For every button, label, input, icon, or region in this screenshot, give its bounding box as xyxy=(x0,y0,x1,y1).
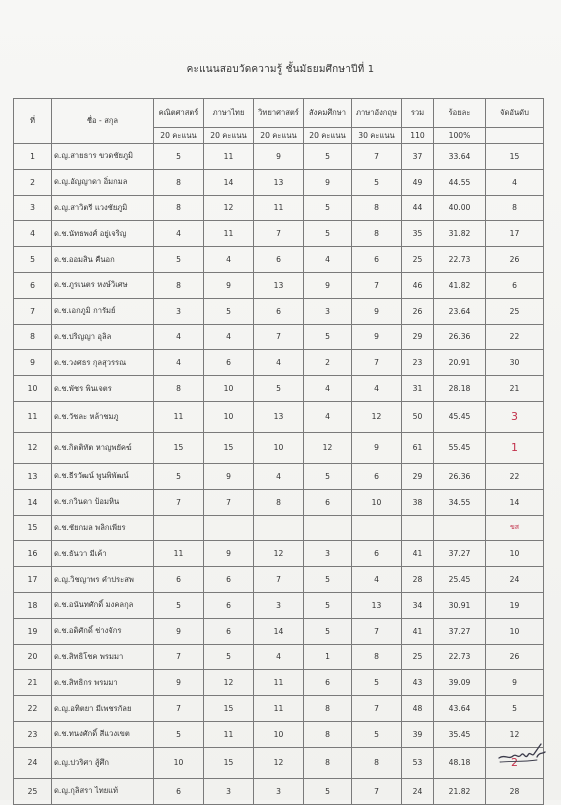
cell-name: ด.ญ.ปวริศา สู้ศึก xyxy=(52,747,154,778)
cell-name: ด.ญ.วิชญาพร คำประสพ xyxy=(52,567,154,593)
cell-rank: 26 xyxy=(486,247,544,273)
cell-name: ด.ช.วงศธร กุลสุวรรณ xyxy=(52,350,154,376)
cell-math: 6 xyxy=(154,778,204,804)
cell-math: 7 xyxy=(154,644,204,670)
header-math: คณิตศาสตร์ xyxy=(154,99,204,128)
cell-percent: 25.45 xyxy=(434,567,486,593)
subheader-total: 110 xyxy=(402,128,434,144)
cell-science: 4 xyxy=(254,644,304,670)
cell-social: 5 xyxy=(304,221,352,247)
cell-name: ด.ช.อดิศักดิ์ ช่างจักร xyxy=(52,618,154,644)
table-row xyxy=(14,298,544,324)
cell-percent: 20.91 xyxy=(434,350,486,376)
cell-english: 9 xyxy=(352,298,402,324)
cell-no: 18 xyxy=(14,592,52,618)
cell-science xyxy=(254,515,304,541)
cell-science: 7 xyxy=(254,567,304,593)
cell-thai: 10 xyxy=(204,376,254,402)
header-name: ชื่อ - สกุล xyxy=(52,99,154,144)
cell-total: 23 xyxy=(402,350,434,376)
cell-thai: 9 xyxy=(204,272,254,298)
cell-thai: 6 xyxy=(204,350,254,376)
cell-no: 10 xyxy=(14,376,52,402)
cell-total: 38 xyxy=(402,489,434,515)
cell-name: ด.ช.ชัยกมล พลิกเพียร xyxy=(52,515,154,541)
cell-math: 8 xyxy=(154,272,204,298)
cell-science: 4 xyxy=(254,463,304,489)
cell-math: 9 xyxy=(154,618,204,644)
cell-name: ด.ญ.สายธาร ขวดชัยภูมิ xyxy=(52,144,154,170)
page-title: คะแนนสอบวัดความรู้ ชั้นมัธยมศึกษาปีที่ 1 xyxy=(186,64,375,75)
cell-total: 31 xyxy=(402,376,434,402)
cell-social: 3 xyxy=(304,298,352,324)
cell-name: ด.ช.นัทธพงศ์ อยู่เจริญ xyxy=(52,221,154,247)
cell-math: 11 xyxy=(154,401,204,432)
cell-no: 22 xyxy=(14,696,52,722)
cell-rank: 2 xyxy=(486,747,544,778)
cell-name: ด.ช.ภูรเนตร หงษ์วิเศษ xyxy=(52,272,154,298)
cell-total: 41 xyxy=(402,618,434,644)
table-row xyxy=(14,169,544,195)
cell-rank: 4 xyxy=(486,169,544,195)
cell-no: 1 xyxy=(14,144,52,170)
cell-total: 39 xyxy=(402,721,434,747)
cell-math: 11 xyxy=(154,541,204,567)
cell-science: 13 xyxy=(254,401,304,432)
cell-thai: 7 xyxy=(204,489,254,515)
cell-social: 5 xyxy=(304,592,352,618)
cell-science: 12 xyxy=(254,541,304,567)
header-row xyxy=(14,99,544,128)
cell-math: 7 xyxy=(154,489,204,515)
cell-rank: 10 xyxy=(486,618,544,644)
cell-name: ด.ช.ออมสิน คืนอก xyxy=(52,247,154,273)
cell-percent: 33.64 xyxy=(434,144,486,170)
cell-rank: 10 xyxy=(486,541,544,567)
cell-math: 9 xyxy=(154,670,204,696)
cell-science: 6 xyxy=(254,298,304,324)
cell-thai: 15 xyxy=(204,747,254,778)
cell-rank: ขส xyxy=(486,515,544,541)
cell-math: 15 xyxy=(154,432,204,463)
cell-no: 24 xyxy=(14,747,52,778)
subheader-english: 30 คะแนน xyxy=(352,128,402,144)
cell-rank: 9 xyxy=(486,670,544,696)
cell-thai: 11 xyxy=(204,144,254,170)
table-row xyxy=(14,489,544,515)
cell-math: 4 xyxy=(154,324,204,350)
cell-science: 11 xyxy=(254,696,304,722)
cell-total: 46 xyxy=(402,272,434,298)
cell-percent: 26.36 xyxy=(434,463,486,489)
cell-percent xyxy=(434,515,486,541)
cell-rank: 19 xyxy=(486,592,544,618)
cell-english: 5 xyxy=(352,721,402,747)
cell-no: 19 xyxy=(14,618,52,644)
cell-total: 25 xyxy=(402,247,434,273)
cell-rank: 6 xyxy=(486,272,544,298)
cell-social: 5 xyxy=(304,324,352,350)
cell-math: 6 xyxy=(154,567,204,593)
cell-thai: 4 xyxy=(204,324,254,350)
cell-math: 10 xyxy=(154,747,204,778)
cell-percent: 23.64 xyxy=(434,298,486,324)
cell-english: 5 xyxy=(352,670,402,696)
cell-total: 43 xyxy=(402,670,434,696)
cell-english: 4 xyxy=(352,567,402,593)
cell-no: 7 xyxy=(14,298,52,324)
cell-social: 8 xyxy=(304,747,352,778)
cell-percent: 44.55 xyxy=(434,169,486,195)
cell-social: 3 xyxy=(304,541,352,567)
cell-math: 5 xyxy=(154,592,204,618)
cell-social: 12 xyxy=(304,432,352,463)
cell-no: 17 xyxy=(14,567,52,593)
score-table xyxy=(13,98,544,805)
table-row xyxy=(14,778,544,804)
cell-percent: 22.73 xyxy=(434,247,486,273)
header-social: สังคมศึกษา xyxy=(304,99,352,128)
cell-name: ด.ญ.อัญญาดา อิ่มกมล xyxy=(52,169,154,195)
cell-rank: 14 xyxy=(486,489,544,515)
table-row xyxy=(14,515,544,541)
cell-thai: 9 xyxy=(204,541,254,567)
table-row xyxy=(14,721,544,747)
table-row xyxy=(14,432,544,463)
cell-total xyxy=(402,515,434,541)
cell-name: ด.ช.สิทธิกร พรมมา xyxy=(52,670,154,696)
cell-social: 8 xyxy=(304,721,352,747)
cell-science: 3 xyxy=(254,778,304,804)
cell-thai: 15 xyxy=(204,696,254,722)
cell-social xyxy=(304,515,352,541)
cell-rank: 5 xyxy=(486,696,544,722)
cell-name: ด.ช.พัชร พินเจตร xyxy=(52,376,154,402)
cell-name: ด.ช.ธีรวัฒน์ พูนพิพัฒน์ xyxy=(52,463,154,489)
cell-english: 6 xyxy=(352,541,402,567)
cell-thai: 12 xyxy=(204,670,254,696)
cell-english xyxy=(352,515,402,541)
cell-math: 8 xyxy=(154,376,204,402)
cell-math: 5 xyxy=(154,721,204,747)
cell-rank: 22 xyxy=(486,463,544,489)
cell-thai: 5 xyxy=(204,644,254,670)
cell-no: 15 xyxy=(14,515,52,541)
table-row xyxy=(14,592,544,618)
cell-rank: 17 xyxy=(486,221,544,247)
cell-thai: 5 xyxy=(204,298,254,324)
cell-social: 4 xyxy=(304,247,352,273)
header-science: วิทยาศาสตร์ xyxy=(254,99,304,128)
cell-no: 5 xyxy=(14,247,52,273)
cell-percent: 45.45 xyxy=(434,401,486,432)
subheader-social: 20 คะแนน xyxy=(304,128,352,144)
cell-percent: 40.00 xyxy=(434,195,486,221)
cell-rank: 15 xyxy=(486,144,544,170)
cell-rank: 21 xyxy=(486,376,544,402)
cell-percent: 35.45 xyxy=(434,721,486,747)
cell-no: 21 xyxy=(14,670,52,696)
table-row xyxy=(14,221,544,247)
cell-science: 6 xyxy=(254,247,304,273)
cell-science: 14 xyxy=(254,618,304,644)
table-row xyxy=(14,247,544,273)
header-no: ที่ xyxy=(14,99,52,144)
cell-thai: 4 xyxy=(204,247,254,273)
table-row xyxy=(14,144,544,170)
cell-total: 50 xyxy=(402,401,434,432)
cell-percent: 43.64 xyxy=(434,696,486,722)
cell-percent: 37.27 xyxy=(434,618,486,644)
cell-english: 6 xyxy=(352,247,402,273)
cell-science: 11 xyxy=(254,670,304,696)
cell-rank: 25 xyxy=(486,298,544,324)
cell-percent: 21.82 xyxy=(434,778,486,804)
cell-thai: 12 xyxy=(204,195,254,221)
cell-rank: 8 xyxy=(486,195,544,221)
cell-percent: 26.36 xyxy=(434,324,486,350)
cell-social: 5 xyxy=(304,618,352,644)
cell-rank: 30 xyxy=(486,350,544,376)
cell-english: 7 xyxy=(352,778,402,804)
cell-rank: 24 xyxy=(486,567,544,593)
table-row xyxy=(14,401,544,432)
cell-name: ด.ช.กวินดา ป้อมหิน xyxy=(52,489,154,515)
cell-thai: 3 xyxy=(204,778,254,804)
subheader-percent: 100% xyxy=(434,128,486,144)
cell-no: 14 xyxy=(14,489,52,515)
subheader-science: 20 คะแนน xyxy=(254,128,304,144)
cell-social: 5 xyxy=(304,195,352,221)
cell-science: 13 xyxy=(254,272,304,298)
header-english: ภาษาอังกฤษ xyxy=(352,99,402,128)
cell-math: 4 xyxy=(154,350,204,376)
cell-english: 6 xyxy=(352,463,402,489)
cell-social: 6 xyxy=(304,489,352,515)
cell-social: 9 xyxy=(304,169,352,195)
cell-total: 26 xyxy=(402,298,434,324)
cell-total: 24 xyxy=(402,778,434,804)
cell-total: 28 xyxy=(402,567,434,593)
cell-thai: 11 xyxy=(204,221,254,247)
cell-total: 49 xyxy=(402,169,434,195)
cell-math: 8 xyxy=(154,169,204,195)
cell-name: ด.ช.เอกภูมิ การัมย์ xyxy=(52,298,154,324)
cell-science: 5 xyxy=(254,376,304,402)
cell-thai: 6 xyxy=(204,592,254,618)
cell-thai: 9 xyxy=(204,463,254,489)
score-table-body xyxy=(14,144,544,805)
subheader-thai: 20 คะแนน xyxy=(204,128,254,144)
cell-no: 8 xyxy=(14,324,52,350)
table-row xyxy=(14,567,544,593)
subheader-rank xyxy=(486,128,544,144)
cell-math: 5 xyxy=(154,247,204,273)
cell-name: ด.ญ.สาวิตรี แวงชัยภูมิ xyxy=(52,195,154,221)
table-row xyxy=(14,670,544,696)
cell-social: 4 xyxy=(304,401,352,432)
cell-english: 7 xyxy=(352,272,402,298)
cell-social: 4 xyxy=(304,376,352,402)
cell-name: ด.ช.ทนงศักดิ์ สีแวงเขต xyxy=(52,721,154,747)
cell-science: 11 xyxy=(254,195,304,221)
cell-math xyxy=(154,515,204,541)
cell-english: 12 xyxy=(352,401,402,432)
cell-total: 29 xyxy=(402,324,434,350)
cell-total: 41 xyxy=(402,541,434,567)
cell-english: 8 xyxy=(352,195,402,221)
cell-english: 9 xyxy=(352,324,402,350)
cell-science: 12 xyxy=(254,747,304,778)
cell-science: 7 xyxy=(254,221,304,247)
cell-name: ด.ช.ธันวา มีเค้า xyxy=(52,541,154,567)
cell-no: 20 xyxy=(14,644,52,670)
cell-math: 3 xyxy=(154,298,204,324)
cell-no: 23 xyxy=(14,721,52,747)
cell-name: ด.ช.กิตติทัต หาญพยัคฆ์ xyxy=(52,432,154,463)
cell-thai: 14 xyxy=(204,169,254,195)
cell-english: 4 xyxy=(352,376,402,402)
cell-total: 53 xyxy=(402,747,434,778)
signature-mark xyxy=(497,740,547,766)
header-total: รวม xyxy=(402,99,434,128)
cell-science: 10 xyxy=(254,721,304,747)
cell-no: 9 xyxy=(14,350,52,376)
header-percent: ร้อยละ xyxy=(434,99,486,128)
table-row xyxy=(14,644,544,670)
cell-english: 8 xyxy=(352,747,402,778)
cell-science: 13 xyxy=(254,169,304,195)
cell-percent: 31.82 xyxy=(434,221,486,247)
subheader-math: 20 คะแนน xyxy=(154,128,204,144)
cell-name: ด.ช.สิทธิโชค พรมมา xyxy=(52,644,154,670)
cell-math: 5 xyxy=(154,463,204,489)
cell-science: 8 xyxy=(254,489,304,515)
table-row xyxy=(14,324,544,350)
cell-science: 3 xyxy=(254,592,304,618)
table-row xyxy=(14,195,544,221)
cell-english: 7 xyxy=(352,144,402,170)
cell-social: 8 xyxy=(304,696,352,722)
cell-math: 8 xyxy=(154,195,204,221)
cell-total: 44 xyxy=(402,195,434,221)
cell-english: 8 xyxy=(352,644,402,670)
cell-no: 25 xyxy=(14,778,52,804)
cell-english: 8 xyxy=(352,221,402,247)
table-row xyxy=(14,376,544,402)
cell-rank: 26 xyxy=(486,644,544,670)
cell-total: 25 xyxy=(402,644,434,670)
cell-total: 35 xyxy=(402,221,434,247)
cell-social: 9 xyxy=(304,272,352,298)
cell-total: 34 xyxy=(402,592,434,618)
cell-rank: 3 xyxy=(486,401,544,432)
header-rank: จัดอันดับ xyxy=(486,99,544,128)
cell-total: 48 xyxy=(402,696,434,722)
cell-math: 5 xyxy=(154,144,204,170)
cell-percent: 34.55 xyxy=(434,489,486,515)
cell-math: 4 xyxy=(154,221,204,247)
cell-thai: 15 xyxy=(204,432,254,463)
cell-no: 6 xyxy=(14,272,52,298)
cell-no: 12 xyxy=(14,432,52,463)
cell-english: 7 xyxy=(352,618,402,644)
table-row xyxy=(14,541,544,567)
cell-social: 5 xyxy=(304,463,352,489)
cell-rank: 22 xyxy=(486,324,544,350)
cell-science: 4 xyxy=(254,350,304,376)
cell-science: 7 xyxy=(254,324,304,350)
cell-percent: 48.18 xyxy=(434,747,486,778)
cell-thai: 6 xyxy=(204,618,254,644)
cell-total: 37 xyxy=(402,144,434,170)
cell-thai xyxy=(204,515,254,541)
cell-thai: 10 xyxy=(204,401,254,432)
cell-percent: 30.91 xyxy=(434,592,486,618)
cell-social: 2 xyxy=(304,350,352,376)
cell-percent: 41.82 xyxy=(434,272,486,298)
cell-percent: 22.73 xyxy=(434,644,486,670)
cell-social: 5 xyxy=(304,778,352,804)
table-row xyxy=(14,618,544,644)
cell-english: 7 xyxy=(352,696,402,722)
cell-percent: 37.27 xyxy=(434,541,486,567)
cell-name: ด.ช.ปริญญา อุลิล xyxy=(52,324,154,350)
cell-percent: 28.18 xyxy=(434,376,486,402)
cell-name: ด.ช.วัชละ หล้าชมภู xyxy=(52,401,154,432)
cell-thai: 6 xyxy=(204,567,254,593)
cell-social: 1 xyxy=(304,644,352,670)
cell-no: 2 xyxy=(14,169,52,195)
cell-social: 5 xyxy=(304,567,352,593)
cell-no: 13 xyxy=(14,463,52,489)
cell-science: 9 xyxy=(254,144,304,170)
cell-name: ด.ญ.อทิตยา มีเพชรกัลย xyxy=(52,696,154,722)
table-row xyxy=(14,350,544,376)
cell-rank: 1 xyxy=(486,432,544,463)
cell-english: 13 xyxy=(352,592,402,618)
header-thai: ภาษาไทย xyxy=(204,99,254,128)
cell-social: 6 xyxy=(304,670,352,696)
cell-thai: 11 xyxy=(204,721,254,747)
table-row xyxy=(14,272,544,298)
cell-total: 29 xyxy=(402,463,434,489)
cell-rank: 28 xyxy=(486,778,544,804)
cell-social: 5 xyxy=(304,144,352,170)
cell-percent: 39.09 xyxy=(434,670,486,696)
cell-no: 4 xyxy=(14,221,52,247)
cell-english: 7 xyxy=(352,350,402,376)
cell-english: 9 xyxy=(352,432,402,463)
cell-science: 10 xyxy=(254,432,304,463)
table-row xyxy=(14,747,544,778)
cell-english: 10 xyxy=(352,489,402,515)
cell-name: ด.ช.อนันทศักดิ์ มงคลกุล xyxy=(52,592,154,618)
cell-no: 11 xyxy=(14,401,52,432)
table-row xyxy=(14,463,544,489)
cell-name: ด.ญ.กุลิสรา ไทยแท้ xyxy=(52,778,154,804)
cell-total: 61 xyxy=(402,432,434,463)
table-row xyxy=(14,696,544,722)
cell-no: 3 xyxy=(14,195,52,221)
cell-no: 16 xyxy=(14,541,52,567)
cell-math: 7 xyxy=(154,696,204,722)
cell-percent: 55.45 xyxy=(434,432,486,463)
cell-english: 5 xyxy=(352,169,402,195)
cell-rank: 12 xyxy=(486,721,544,747)
